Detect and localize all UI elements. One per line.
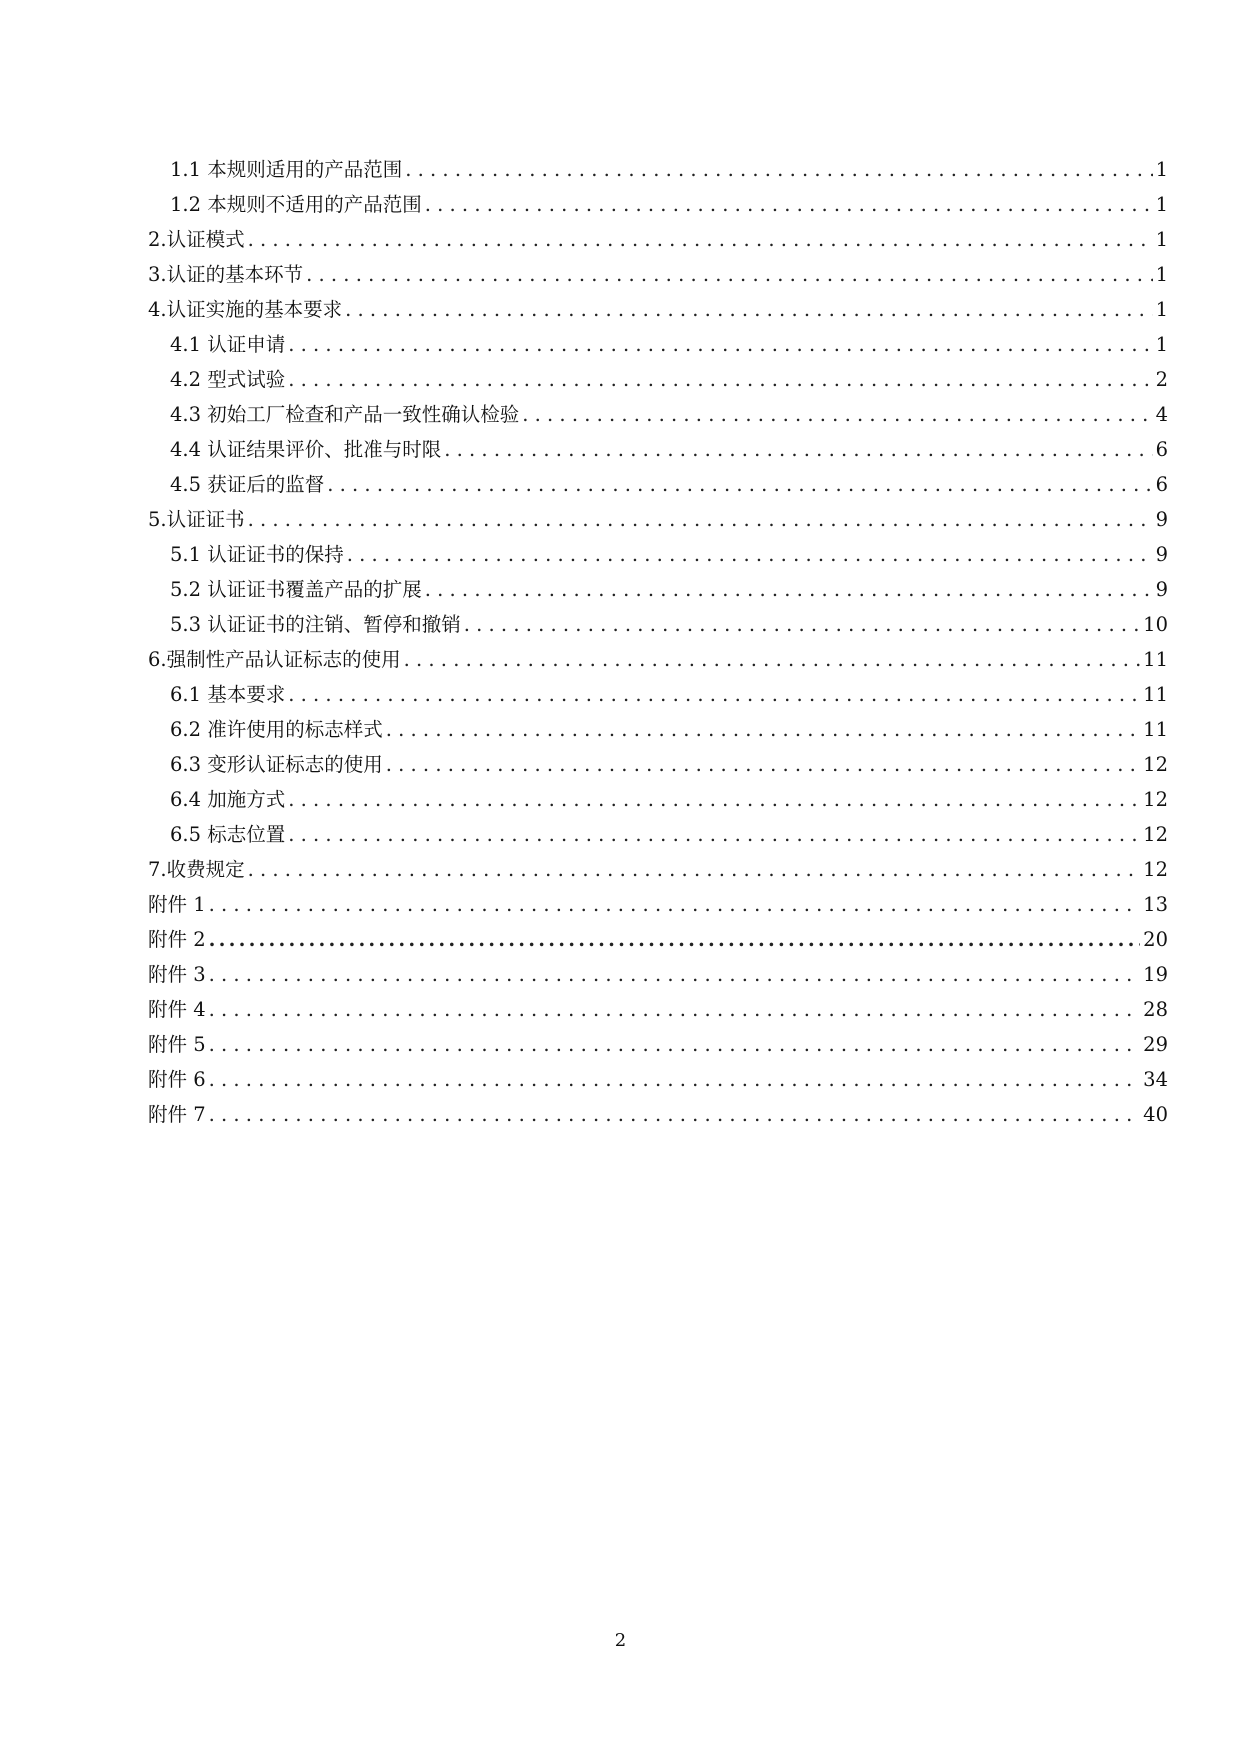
toc-entry[interactable]: [148, 432, 1168, 467]
toc-entry[interactable]: [148, 222, 1168, 257]
toc-dot-leader: [386, 747, 1140, 782]
toc-entry[interactable]: [148, 852, 1168, 887]
toc-entry-label: 4.认证实施的基本要求: [148, 298, 343, 321]
toc-entry-page: 12: [1143, 788, 1168, 811]
toc-dot-leader: [209, 922, 1141, 957]
toc-entry-label: 6.1 基本要求: [170, 683, 286, 706]
toc-dot-leader: [209, 957, 1141, 992]
toc-dot-leader: [345, 292, 1152, 327]
toc-entry-page: 34: [1143, 1068, 1168, 1091]
toc-entry[interactable]: [148, 502, 1168, 537]
toc-dot-leader: [347, 537, 1153, 572]
toc-dot-leader: [209, 887, 1141, 922]
toc-entry-label: 6.4 加施方式: [170, 788, 286, 811]
toc-entry-page: 40: [1143, 1103, 1168, 1126]
toc-entry-page: 28: [1143, 998, 1168, 1021]
toc-dot-leader: [306, 257, 1152, 292]
toc-entry-page: 9: [1155, 508, 1168, 531]
toc-dot-leader: [288, 327, 1152, 362]
toc-entry-label: 4.4 认证结果评价、批准与时限: [170, 438, 442, 461]
toc-entry[interactable]: [148, 642, 1168, 677]
toc-entry[interactable]: [148, 747, 1168, 782]
toc-entry[interactable]: [148, 1097, 1168, 1132]
toc-entry-page: 4: [1155, 403, 1168, 426]
page-number: 2: [614, 1630, 627, 1651]
toc-dot-leader: [248, 222, 1153, 257]
toc-entry-label: 1.2 本规则不适用的产品范围: [170, 193, 422, 216]
toc-entry-page: 1: [1155, 298, 1168, 321]
toc-entry-label: 附件 5: [148, 1033, 206, 1056]
toc-entry-label: 附件 6: [148, 1068, 206, 1091]
toc-entry-page: 13: [1143, 893, 1168, 916]
toc-entry-page: 11: [1143, 648, 1168, 671]
toc-entry-page: 11: [1143, 718, 1168, 741]
table-of-contents: [148, 152, 1168, 1132]
toc-entry-label: 附件 3: [148, 963, 206, 986]
toc-entry-page: 1: [1155, 158, 1168, 181]
toc-entry[interactable]: [148, 922, 1168, 957]
toc-entry-page: 1: [1155, 228, 1168, 251]
toc-dot-leader: [386, 712, 1140, 747]
toc-entry-page: 6: [1155, 473, 1168, 496]
toc-dot-leader: [444, 432, 1152, 467]
toc-entry-label: 4.3 初始工厂检查和产品一致性确认检验: [170, 403, 520, 426]
toc-dot-leader: [425, 187, 1153, 222]
toc-dot-leader: [405, 152, 1152, 187]
toc-entry[interactable]: [148, 572, 1168, 607]
toc-entry-page: 19: [1143, 963, 1168, 986]
toc-entry[interactable]: [148, 467, 1168, 502]
toc-entry-label: 4.1 认证申请: [170, 333, 286, 356]
toc-dot-leader: [288, 782, 1140, 817]
toc-entry-label: 1.1 本规则适用的产品范围: [170, 158, 403, 181]
toc-entry[interactable]: [148, 712, 1168, 747]
toc-entry[interactable]: [148, 677, 1168, 712]
toc-entry-label: 附件 4: [148, 998, 206, 1021]
toc-entry[interactable]: [148, 292, 1168, 327]
toc-entry[interactable]: [148, 782, 1168, 817]
toc-entry[interactable]: [148, 887, 1168, 922]
toc-entry-page: 9: [1155, 543, 1168, 566]
toc-dot-leader: [327, 467, 1152, 502]
toc-dot-leader: [404, 642, 1141, 677]
toc-entry-label: 4.5 获证后的监督: [170, 473, 325, 496]
toc-dot-leader: [209, 1027, 1141, 1062]
toc-entry-label: 6.强制性产品认证标志的使用: [148, 648, 401, 671]
toc-entry-label: 附件 2: [148, 928, 206, 951]
toc-entry-label: 2.认证模式: [148, 228, 245, 251]
toc-dot-leader: [288, 362, 1152, 397]
toc-dot-leader: [248, 502, 1153, 537]
toc-entry[interactable]: [148, 992, 1168, 1027]
toc-entry[interactable]: [148, 607, 1168, 642]
toc-entry-label: 5.2 认证证书覆盖产品的扩展: [170, 578, 422, 601]
toc-dot-leader: [209, 1062, 1141, 1097]
toc-entry-label: 6.2 准许使用的标志样式: [170, 718, 383, 741]
toc-entry-label: 6.5 标志位置: [170, 823, 286, 846]
toc-dot-leader: [209, 1097, 1141, 1132]
toc-entry[interactable]: [148, 152, 1168, 187]
toc-entry-page: 9: [1155, 578, 1168, 601]
toc-entry-page: 1: [1155, 263, 1168, 286]
toc-entry[interactable]: [148, 537, 1168, 572]
toc-entry-label: 附件 7: [148, 1103, 206, 1126]
toc-entry-page: 10: [1143, 613, 1168, 636]
toc-entry-page: 1: [1155, 333, 1168, 356]
toc-entry-label: 4.2 型式试验: [170, 368, 286, 391]
toc-entry-page: 12: [1143, 858, 1168, 881]
toc-dot-leader: [288, 677, 1140, 712]
toc-entry[interactable]: [148, 327, 1168, 362]
toc-entry[interactable]: [148, 1062, 1168, 1097]
toc-entry[interactable]: [148, 257, 1168, 292]
toc-entry-label: 5.3 认证证书的注销、暂停和撤销: [170, 613, 461, 636]
toc-dot-leader: [288, 817, 1140, 852]
toc-dot-leader: [209, 992, 1141, 1027]
toc-entry-page: 6: [1155, 438, 1168, 461]
toc-entry-page: 1: [1155, 193, 1168, 216]
toc-entry[interactable]: [148, 817, 1168, 852]
toc-entry-label: 附件 1: [148, 893, 206, 916]
toc-dot-leader: [464, 607, 1140, 642]
toc-entry-label: 7.收费规定: [148, 858, 245, 881]
toc-entry-label: 6.3 变形认证标志的使用: [170, 753, 383, 776]
toc-entry-page: 11: [1143, 683, 1168, 706]
toc-entry-page: 12: [1143, 753, 1168, 776]
toc-entry-label: 5.认证证书: [148, 508, 245, 531]
toc-entry[interactable]: [148, 362, 1168, 397]
toc-entry-page: 20: [1143, 928, 1168, 951]
toc-dot-leader: [522, 397, 1152, 432]
toc-entry[interactable]: [148, 957, 1168, 992]
toc-entry[interactable]: [148, 397, 1168, 432]
toc-entry[interactable]: [148, 187, 1168, 222]
toc-entry-page: 29: [1143, 1033, 1168, 1056]
toc-entry-page: 12: [1143, 823, 1168, 846]
toc-entry-label: 5.1 认证证书的保持: [170, 543, 344, 566]
toc-dot-leader: [248, 852, 1141, 887]
toc-dot-leader: [425, 572, 1153, 607]
toc-entry-page: 2: [1155, 368, 1168, 391]
toc-entry-label: 3.认证的基本环节: [148, 263, 304, 286]
toc-entry[interactable]: [148, 1027, 1168, 1062]
